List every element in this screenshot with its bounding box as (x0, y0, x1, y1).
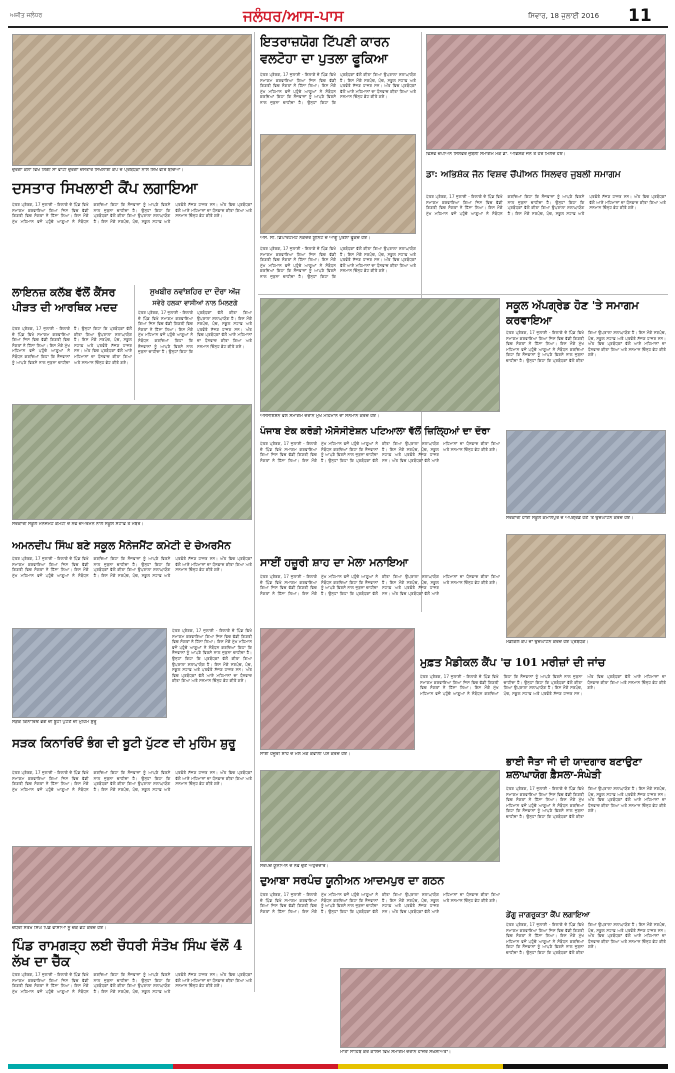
dastaar-caption: ਦੁਰਗਾ ਕਲਾਂ ਵਿਖੇ ਲਿੰਗੀ ਸਾ ਵਾਂਟੀ ਦੁਰਗਾ ਦਸਤਾਰ ਸਿਖਲਾਈ ਕੈਂਪ ਦੇ ਪ੍ਰਬੰਧਕਾਂ ਨਾਲ ਸ਼ਿੱਖ ਵੀਰ ਬੱਚਿਆਂ। (12, 168, 184, 173)
jubilee-body: ਪੱਤਰ ਪ੍ਰੇਰਕ, 17 ਜੁਲਾਈ - ਇਲਾਕੇ ਦੇ ਪਿੰਡ ਵਿਖੇ ਸਮਾਗਮ ਕਰਵਾਇਆ ਗਿਆ ਜਿਸ ਵਿਚ ਵੱਡੀ ਗਿਣਤੀ ਵਿਚ ਸੰਗਤਾਂ ਨੇ ਹਿੱਸਾ ਲਿਆ। ਇਸ ਮੌਕੇ ਮੁੱਖ ਮਹਿਮਾਨ ਵਜੋਂ ਪਹੁੰਚੇ ਆਗੂਆਂ ਨੇ ਸੰਬੋਧਨ ਕਰਦਿਆਂ ਕਿਹਾ ਕਿ ਨੌਜਵਾਨਾਂ ਨੂੰ ਆਪਣੇ ਵਿਰਸੇ ਨਾਲ ਜੁੜਨਾ ਚਾਹੀਦਾ ਹੈ। ਉਨ੍ਹਾਂ ਕਿਹਾ ਕਿ ਪ੍ਰਬੰਧਕਾਂ ਵੱਲੋਂ ਕੀਤਾ ਗਿਆ ਉਪਰਾਲਾ ਸ਼ਲਾਘਾਯੋਗ ਹੈ। ਇਸ ਮੌਕੇ ਸਰਪੰਚ, ਪੰਚ, ਸਕੂਲ ਸਟਾਫ਼ ਅਤੇ ਪਤਵੰਤੇ ਸੱਜਣ ਹਾਜ਼ਰ ਸਨ। ਅੰਤ ਵਿਚ ਪ੍ਰਬੰਧਕਾਂ ਵੱਲੋਂ ਆਏ ਮਹਿਮਾਨਾਂ ਦਾ ਧੰਨਵਾਦ ਕੀਤਾ ਗਿਆ ਅਤੇ ਸਨਮਾਨ ਚਿੰਨ੍ਹ ਭੇਟ ਕੀਤੇ ਗਏ। (426, 194, 666, 216)
walltoha-caption: ਐਸ. ਸੀ. ਡਿਪਾਰਟਮੈਂਟ ਨਕੋਦਰ ਯੂਨਿਟ ਦੇ ਆਗੂ ਪੁਤਲਾ ਫੂਕਦੇ ਹੋਏ। (260, 236, 371, 241)
puja-side-body: ਪੱਤਰ ਪ੍ਰੇਰਕ, 17 ਜੁਲਾਈ - ਇਲਾਕੇ ਦੇ ਪਿੰਡ ਵਿਖੇ ਸਮਾਗਮ ਕਰਵਾਇਆ ਗਿਆ ਜਿਸ ਵਿਚ ਵੱਡੀ ਗਿਣਤੀ ਵਿਚ ਸੰਗਤਾਂ ਨੇ ਹਿੱਸਾ ਲਿਆ। ਇਸ ਮੌਕੇ ਮੁੱਖ ਮਹਿਮਾਨ ਵਜੋਂ ਪਹੁੰਚੇ ਆਗੂਆਂ ਨੇ ਸੰਬੋਧਨ ਕਰਦਿਆਂ ਕਿਹਾ ਕਿ ਨੌਜਵਾਨਾਂ ਨੂੰ ਆਪਣੇ ਵਿਰਸੇ ਨਾਲ ਜੁੜਨਾ ਚਾਹੀਦਾ ਹੈ। ਉਨ੍ਹਾਂ ਕਿਹਾ ਕਿ ਪ੍ਰਬੰਧਕਾਂ ਵੱਲੋਂ ਕੀਤਾ ਗਿਆ ਉਪਰਾਲਾ ਸ਼ਲਾਘਾਯੋਗ ਹੈ। ਇਸ ਮੌਕੇ ਸਰਪੰਚ, ਪੰਚ, ਸਕੂਲ ਸਟਾਫ਼ ਅਤੇ ਪਤਵੰਤੇ ਸੱਜਣ ਹਾਜ਼ਰ ਸਨ। ਅੰਤ ਵਿਚ ਪ੍ਰਬੰਧਕਾਂ ਵੱਲੋਂ ਆਏ ਮਹਿਮਾਨਾਂ ਦਾ ਧੰਨਵਾਦ ਕੀਤਾ ਗਿਆ ਅਤੇ ਸਨਮਾਨ ਚਿੰਨ੍ਹ ਭੇਟ ਕੀਤੇ ਗਏ। (172, 628, 252, 684)
walltoha-body: ਪੱਤਰ ਪ੍ਰੇਰਕ, 17 ਜੁਲਾਈ - ਇਲਾਕੇ ਦੇ ਪਿੰਡ ਵਿਖੇ ਸਮਾਗਮ ਕਰਵਾਇਆ ਗਿਆ ਜਿਸ ਵਿਚ ਵੱਡੀ ਗਿਣਤੀ ਵਿਚ ਸੰਗਤਾਂ ਨੇ ਹਿੱਸਾ ਲਿਆ। ਇਸ ਮੌਕੇ ਮੁੱਖ ਮਹਿਮਾਨ ਵਜੋਂ ਪਹੁੰਚੇ ਆਗੂਆਂ ਨੇ ਸੰਬੋਧਨ ਕਰਦਿਆਂ ਕਿਹਾ ਕਿ ਨੌਜਵਾਨਾਂ ਨੂੰ ਆਪਣੇ ਵਿਰਸੇ ਨਾਲ ਜੁੜਨਾ ਚਾਹੀਦਾ ਹੈ। ਉਨ੍ਹਾਂ ਕਿਹਾ ਕਿ ਪ੍ਰਬੰਧਕਾਂ ਵੱਲੋਂ ਕੀਤਾ ਗਿਆ ਉਪਰਾਲਾ ਸ਼ਲਾਘਾਯੋਗ ਹੈ। ਇਸ ਮੌਕੇ ਸਰਪੰਚ, ਪੰਚ, ਸਕੂਲ ਸਟਾਫ਼ ਅਤੇ ਪਤਵੰਤੇ ਸੱਜਣ ਹਾਜ਼ਰ ਸਨ। ਅੰਤ ਵਿਚ ਪ੍ਰਬੰਧਕਾਂ ਵੱਲੋਂ ਆਏ ਮਹਿਮਾਨਾਂ ਦਾ ਧੰਨਵਾਦ ਕੀਤਾ ਗਿਆ ਅਤੇ ਸਨਮਾਨ ਚਿੰਨ੍ਹ ਭੇਟ ਕੀਤੇ ਗਏ। (260, 72, 416, 105)
page-number: 11 (628, 6, 652, 26)
issue-date: ਸਿਵਾਰ, 18 ਜੁਲਾਈ 2016 (528, 12, 600, 20)
dengue-body: ਪੱਤਰ ਪ੍ਰੇਰਕ, 17 ਜੁਲਾਈ - ਇਲਾਕੇ ਦੇ ਪਿੰਡ ਵਿਖੇ ਸਮਾਗਮ ਕਰਵਾਇਆ ਗਿਆ ਜਿਸ ਵਿਚ ਵੱਡੀ ਗਿਣਤੀ ਵਿਚ ਸੰਗਤਾਂ ਨੇ ਹਿੱਸਾ ਲਿਆ। ਇਸ ਮੌਕੇ ਮੁੱਖ ਮਹਿਮਾਨ ਵਜੋਂ ਪਹੁੰਚੇ ਆਗੂਆਂ ਨੇ ਸੰਬੋਧਨ ਕਰਦਿਆਂ ਕਿਹਾ ਕਿ ਨੌਜਵਾਨਾਂ ਨੂੰ ਆਪਣੇ ਵਿਰਸੇ ਨਾਲ ਜੁੜਨਾ ਚਾਹੀਦਾ ਹੈ। ਉਨ੍ਹਾਂ ਕਿਹਾ ਕਿ ਪ੍ਰਬੰਧਕਾਂ ਵੱਲੋਂ ਕੀਤਾ ਗਿਆ ਉਪਰਾਲਾ ਸ਼ਲਾਘਾਯੋਗ ਹੈ। ਇਸ ਮੌਕੇ ਸਰਪੰਚ, ਪੰਚ, ਸਕੂਲ ਸਟਾਫ਼ ਅਤੇ ਪਤਵੰਤੇ ਸੱਜਣ ਹਾਜ਼ਰ ਸਨ। ਅੰਤ ਵਿਚ ਪ੍ਰਬੰਧਕਾਂ ਵੱਲੋਂ ਆਏ ਮਹਿਮਾਨਾਂ ਦਾ ਧੰਨਵਾਦ ਕੀਤਾ ਗਿਆ ਅਤੇ ਸਨਮਾਨ ਚਿੰਨ੍ਹ ਭੇਟ ਕੀਤੇ ਗਏ। (506, 922, 666, 955)
section-title: ਜਲੰਧਰ/ਆਸ-ਪਾਸ (243, 7, 344, 25)
dastaar-photo (12, 34, 252, 166)
road-weeds-body: ਪੱਤਰ ਪ੍ਰੇਰਕ, 17 ਜੁਲਾਈ - ਇਲਾਕੇ ਦੇ ਪਿੰਡ ਵਿਖੇ ਸਮਾਗਮ ਕਰਵਾਇਆ ਗਿਆ ਜਿਸ ਵਿਚ ਵੱਡੀ ਗਿਣਤੀ ਵਿਚ ਸੰਗਤਾਂ ਨੇ ਹਿੱਸਾ ਲਿਆ। ਇਸ ਮੌਕੇ ਮੁੱਖ ਮਹਿਮਾਨ ਵਜੋਂ ਪਹੁੰਚੇ ਆਗੂਆਂ ਨੇ ਸੰਬੋਧਨ ਕਰਦਿਆਂ ਕਿਹਾ ਕਿ ਨੌਜਵਾਨਾਂ ਨੂੰ ਆਪਣੇ ਵਿਰਸੇ ਨਾਲ ਜੁੜਨਾ ਚਾਹੀਦਾ ਹੈ। ਉਨ੍ਹਾਂ ਕਿਹਾ ਕਿ ਪ੍ਰਬੰਧਕਾਂ ਵੱਲੋਂ ਕੀਤਾ ਗਿਆ ਉਪਰਾਲਾ ਸ਼ਲਾਘਾਯੋਗ ਹੈ। ਇਸ ਮੌਕੇ ਸਰਪੰਚ, ਪੰਚ, ਸਕੂਲ ਸਟਾਫ਼ ਅਤੇ ਪਤਵੰਤੇ ਸੱਜਣ ਹਾਜ਼ਰ ਸਨ। ਅੰਤ ਵਿਚ ਪ੍ਰਬੰਧਕਾਂ ਵੱਲੋਂ ਆਏ ਮਹਿਮਾਨਾਂ ਦਾ ਧੰਨਵਾਦ ਕੀਤਾ ਗਿਆ ਅਤੇ ਸਨਮਾਨ ਚਿੰਨ੍ਹ ਭੇਟ ਕੀਤੇ ਗਏ। (12, 770, 252, 792)
road-weeds-headline: ਸੜਕ ਕਿਨਾਰਿਓਂ ਭੰਗ ਦੀ ਬੂਟੀ ਪੁੱਟਣ ਦੀ ਮੁਹਿੰਮ ਸ਼ੁਰੂ (12, 736, 236, 750)
bottom-photo (340, 968, 666, 1048)
village-cheque-headline: ਪਿੰਡ ਰਾਮਗੜ੍ਹ ਲਈ ਚੌਧਰੀ ਸੰਤੋਖ ਸਿੰਘ ਵੱਲੋਂ 4 ਲੱਖ ਦਾ ਚੈੱਕ (12, 938, 243, 970)
walltoha-more: ਪੱਤਰ ਪ੍ਰੇਰਕ, 17 ਜੁਲਾਈ - ਇਲਾਕੇ ਦੇ ਪਿੰਡ ਵਿਖੇ ਸਮਾਗਮ ਕਰਵਾਇਆ ਗਿਆ ਜਿਸ ਵਿਚ ਵੱਡੀ ਗਿਣਤੀ ਵਿਚ ਸੰਗਤਾਂ ਨੇ ਹਿੱਸਾ ਲਿਆ। ਇਸ ਮੌਕੇ ਮੁੱਖ ਮਹਿਮਾਨ ਵਜੋਂ ਪਹੁੰਚੇ ਆਗੂਆਂ ਨੇ ਸੰਬੋਧਨ ਕਰਦਿਆਂ ਕਿਹਾ ਕਿ ਨੌਜਵਾਨਾਂ ਨੂੰ ਆਪਣੇ ਵਿਰਸੇ ਨਾਲ ਜੁੜਨਾ ਚਾਹੀਦਾ ਹੈ। ਉਨ੍ਹਾਂ ਕਿਹਾ ਕਿ ਪ੍ਰਬੰਧਕਾਂ ਵੱਲੋਂ ਕੀਤਾ ਗਿਆ ਉਪਰਾਲਾ ਸ਼ਲਾਘਾਯੋਗ ਹੈ। ਇਸ ਮੌਕੇ ਸਰਪੰਚ, ਪੰਚ, ਸਕੂਲ ਸਟਾਫ਼ ਅਤੇ ਪਤਵੰਤੇ ਸੱਜਣ ਹਾਜ਼ਰ ਸਨ। ਅੰਤ ਵਿਚ ਪ੍ਰਬੰਧਕਾਂ ਵੱਲੋਂ ਆਏ ਮਹਿਮਾਨਾਂ ਦਾ ਧੰਨਵਾਦ ਕੀਤਾ ਗਿਆ ਅਤੇ ਸਨਮਾਨ ਚਿੰਨ੍ਹ ਭੇਟ ਕੀਤੇ ਗਏ। (260, 246, 416, 279)
walltoha-photo (260, 134, 416, 234)
sai-mela-caption: ਸਾਈਂ ਹਜ਼ੂਰੀ ਸ਼ਾਹ ਦੇ ਮੇਲੇ ਮੌਕੇ ਕੱਵਾਲੀ ਪੇਸ਼ ਕਰਦੇ ਹੋਏ। (260, 752, 351, 757)
village-cheque-body: ਪੱਤਰ ਪ੍ਰੇਰਕ, 17 ਜੁਲਾਈ - ਇਲਾਕੇ ਦੇ ਪਿੰਡ ਵਿਖੇ ਸਮਾਗਮ ਕਰਵਾਇਆ ਗਿਆ ਜਿਸ ਵਿਚ ਵੱਡੀ ਗਿਣਤੀ ਵਿਚ ਸੰਗਤਾਂ ਨੇ ਹਿੱਸਾ ਲਿਆ। ਇਸ ਮੌਕੇ ਮੁੱਖ ਮਹਿਮਾਨ ਵਜੋਂ ਪਹੁੰਚੇ ਆਗੂਆਂ ਨੇ ਸੰਬੋਧਨ ਕਰਦਿਆਂ ਕਿਹਾ ਕਿ ਨੌਜਵਾਨਾਂ ਨੂੰ ਆਪਣੇ ਵਿਰਸੇ ਨਾਲ ਜੁੜਨਾ ਚਾਹੀਦਾ ਹੈ। ਉਨ੍ਹਾਂ ਕਿਹਾ ਕਿ ਪ੍ਰਬੰਧਕਾਂ ਵੱਲੋਂ ਕੀਤਾ ਗਿਆ ਉਪਰਾਲਾ ਸ਼ਲਾਘਾਯੋਗ ਹੈ। ਇਸ ਮੌਕੇ ਸਰਪੰਚ, ਪੰਚ, ਸਕੂਲ ਸਟਾਫ਼ ਅਤੇ ਪਤਵੰਤੇ ਸੱਜਣ ਹਾਜ਼ਰ ਸਨ। ਅੰਤ ਵਿਚ ਪ੍ਰਬੰਧਕਾਂ ਵੱਲੋਂ ਆਏ ਮਹਿਮਾਨਾਂ ਦਾ ਧੰਨਵਾਦ ਕੀਤਾ ਗਿਆ ਅਤੇ ਸਨਮਾਨ ਚਿੰਨ੍ਹ ਭੇਟ ਕੀਤੇ ਗਏ। (12, 972, 252, 994)
village-cheque-caption: ਚੌਧਰੀ ਸੰਤੋਖ ਸਿੰਘ ਪਿੰਡ ਵਾਸੀਆਂ ਨੂੰ ਚੈੱਕ ਭੇਟ ਕਰਦੇ ਹੋਏ। (12, 926, 107, 931)
dengue-subhead: ਡੇਂਗੂ ਜਾਗਰੂਕਤਾ ਕੈਂਪ ਲਗਾਇਆ (506, 910, 590, 919)
jubilee-photo (426, 34, 666, 150)
jubilee-caption: ਵਿਸ਼ਵ ਚੈਂਪੀਅਨ ਸਿਲਵਰ ਜੁਬਲੀ ਸਮਾਗਮ ਮੌਕੇ ਡਾ. ਅਭਿਸ਼ੇਕ ਜੈਨ ਤੇ ਹੋਰ ਮਿਲਦੇ ਹੋਏ। (426, 152, 566, 157)
assembly-photo (260, 298, 500, 412)
road-photo (12, 628, 167, 718)
sarpanch-headline: ਦੁਆਬਾ ਸਰਪੰਚ ਯੂਨੀਅਨ ਆਦਮਪੁਰ ਦਾ ਗਠਨ (260, 874, 445, 887)
assembly-body: ਪੱਤਰ ਪ੍ਰੇਰਕ, 17 ਜੁਲਾਈ - ਇਲਾਕੇ ਦੇ ਪਿੰਡ ਵਿਖੇ ਸਮਾਗਮ ਕਰਵਾਇਆ ਗਿਆ ਜਿਸ ਵਿਚ ਵੱਡੀ ਗਿਣਤੀ ਵਿਚ ਸੰਗਤਾਂ ਨੇ ਹਿੱਸਾ ਲਿਆ। ਇਸ ਮੌਕੇ ਮੁੱਖ ਮਹਿਮਾਨ ਵਜੋਂ ਪਹੁੰਚੇ ਆਗੂਆਂ ਨੇ ਸੰਬੋਧਨ ਕਰਦਿਆਂ ਕਿਹਾ ਕਿ ਨੌਜਵਾਨਾਂ ਨੂੰ ਆਪਣੇ ਵਿਰਸੇ ਨਾਲ ਜੁੜਨਾ ਚਾਹੀਦਾ ਹੈ। ਉਨ੍ਹਾਂ ਕਿਹਾ ਕਿ ਪ੍ਰਬੰਧਕਾਂ ਵੱਲੋਂ ਕੀਤਾ ਗਿਆ ਉਪਰਾਲਾ ਸ਼ਲਾਘਾਯੋਗ ਹੈ। ਇਸ ਮੌਕੇ ਸਰਪੰਚ, ਪੰਚ, ਸਕੂਲ ਸਟਾਫ਼ ਅਤੇ ਪਤਵੰਤੇ ਸੱਜਣ ਹਾਜ਼ਰ ਸਨ। ਅੰਤ ਵਿਚ ਪ੍ਰਬੰਧਕਾਂ ਵੱਲੋਂ ਆਏ ਮਹਿਮਾਨਾਂ ਦਾ ਧੰਨਵਾਦ ਕੀਤਾ ਗਿਆ ਅਤੇ ਸਨਮਾਨ ਚਿੰਨ੍ਹ ਭੇਟ ਕੀਤੇ ਗਏ। (260, 441, 500, 463)
assembly-headline: ਪੰਜਾਬ ਏਕ ਕਰੋੜੀ ਐਸੋਸੀਏਸ਼ਨ ਪਟਿਆਲਾ ਵੱਲੋਂ ਜ਼ਿਲ੍ਹਿਆਂ ਦਾ ਦੌਰਾ (260, 426, 490, 437)
walltoha-headline: ਇਤਰਾਜ਼ਯੋਗ ਟਿੱਪਣੀ ਕਾਰਨ ਵਲਟੋਹਾ ਦਾ ਪੁਤਲਾ ਫੂਕਿਆ (260, 35, 390, 67)
sukhbir-subhead: ਸਵੇਰੇ ਹਲਕਾ ਵਾਸੀਆਂ ਨਾਲ ਮਿਲਣਗੇ (152, 299, 238, 307)
column-rule (254, 32, 255, 992)
school-committee-caption: ਸਰਕਾਰੀ ਸਕੂਲ ਮੈਨੇਜਮੈਂਟ ਕਮੇਟੀ ਦੇ ਨਵੇਂ ਚੇਅਰਮੈਨ ਨਾਲ ਸਕੂਲ ਸਟਾਫ਼ ਤੇ ਮੈਂਬਰ। (12, 522, 144, 527)
lions-club-body: ਪੱਤਰ ਪ੍ਰੇਰਕ, 17 ਜੁਲਾਈ - ਇਲਾਕੇ ਦੇ ਪਿੰਡ ਵਿਖੇ ਸਮਾਗਮ ਕਰਵਾਇਆ ਗਿਆ ਜਿਸ ਵਿਚ ਵੱਡੀ ਗਿਣਤੀ ਵਿਚ ਸੰਗਤਾਂ ਨੇ ਹਿੱਸਾ ਲਿਆ। ਇਸ ਮੌਕੇ ਮੁੱਖ ਮਹਿਮਾਨ ਵਜੋਂ ਪਹੁੰਚੇ ਆਗੂਆਂ ਨੇ ਸੰਬੋਧਨ ਕਰਦਿਆਂ ਕਿਹਾ ਕਿ ਨੌਜਵਾਨਾਂ ਨੂੰ ਆਪਣੇ ਵਿਰਸੇ ਨਾਲ ਜੁੜਨਾ ਚਾਹੀਦਾ ਹੈ। ਉਨ੍ਹਾਂ ਕਿਹਾ ਕਿ ਪ੍ਰਬੰਧਕਾਂ ਵੱਲੋਂ ਕੀਤਾ ਗਿਆ ਉਪਰਾਲਾ ਸ਼ਲਾਘਾਯੋਗ ਹੈ। ਇਸ ਮੌਕੇ ਸਰਪੰਚ, ਪੰਚ, ਸਕੂਲ ਸਟਾਫ਼ ਅਤੇ ਪਤਵੰਤੇ ਸੱਜਣ ਹਾਜ਼ਰ ਸਨ। ਅੰਤ ਵਿਚ ਪ੍ਰਬੰਧਕਾਂ ਵੱਲੋਂ ਆਏ ਮਹਿਮਾਨਾਂ ਦਾ ਧੰਨਵਾਦ ਕੀਤਾ ਗਿਆ ਅਤੇ ਸਨਮਾਨ ਚਿੰਨ੍ਹ ਭੇਟ ਕੀਤੇ ਗਏ। (12, 326, 132, 365)
medical-caption: ਮੈਡੀਕਲ ਕੈਂਪ ਦਾ ਉਦਘਾਟਨ ਕਰਦੇ ਹੋਏ ਪ੍ਰਬੰਧਕ। (506, 640, 589, 645)
sukhbir-body: ਪੱਤਰ ਪ੍ਰੇਰਕ, 17 ਜੁਲਾਈ - ਇਲਾਕੇ ਦੇ ਪਿੰਡ ਵਿਖੇ ਸਮਾਗਮ ਕਰਵਾਇਆ ਗਿਆ ਜਿਸ ਵਿਚ ਵੱਡੀ ਗਿਣਤੀ ਵਿਚ ਸੰਗਤਾਂ ਨੇ ਹਿੱਸਾ ਲਿਆ। ਇਸ ਮੌਕੇ ਮੁੱਖ ਮਹਿਮਾਨ ਵਜੋਂ ਪਹੁੰਚੇ ਆਗੂਆਂ ਨੇ ਸੰਬੋਧਨ ਕਰਦਿਆਂ ਕਿਹਾ ਕਿ ਨੌਜਵਾਨਾਂ ਨੂੰ ਆਪਣੇ ਵਿਰਸੇ ਨਾਲ ਜੁੜਨਾ ਚਾਹੀਦਾ ਹੈ। ਉਨ੍ਹਾਂ ਕਿਹਾ ਕਿ ਪ੍ਰਬੰਧਕਾਂ ਵੱਲੋਂ ਕੀਤਾ ਗਿਆ ਉਪਰਾਲਾ ਸ਼ਲਾਘਾਯੋਗ ਹੈ। ਇਸ ਮੌਕੇ ਸਰਪੰਚ, ਪੰਚ, ਸਕੂਲ ਸਟਾਫ਼ ਅਤੇ ਪਤਵੰਤੇ ਸੱਜਣ ਹਾਜ਼ਰ ਸਨ। ਅੰਤ ਵਿਚ ਪ੍ਰਬੰਧਕਾਂ ਵੱਲੋਂ ਆਏ ਮਹਿਮਾਨਾਂ ਦਾ ਧੰਨਵਾਦ ਕੀਤਾ ਗਿਆ ਅਤੇ ਸਨਮਾਨ ਚਿੰਨ੍ਹ ਭੇਟ ਕੀਤੇ ਗਏ। (138, 310, 252, 355)
lions-club-headline: ਲਾਇਨਜ਼ ਕਲੱਬ ਵੱਲੋਂ ਕੈਂਸਰ ਪੀੜਤ ਦੀ ਆਰਥਿਕ ਮਦਦ (12, 286, 118, 314)
sai-mela-headline: ਸਾਈਂ ਹਜ਼ੂਰੀ ਸ਼ਾਹ ਦਾ ਮੇਲਾ ਮਨਾਇਆ (260, 556, 409, 569)
jubilee-headline: ਡਾ: ਅਭਿਸ਼ੇਕ ਜੈਨ ਵਿਸ਼ਵ ਚੈਂਪੀਅਨ ਸਿਲਵਰ ਜੁਬਲੀ ਸਮਾਗਮ (426, 170, 621, 180)
jaita-body: ਪੱਤਰ ਪ੍ਰੇਰਕ, 17 ਜੁਲਾਈ - ਇਲਾਕੇ ਦੇ ਪਿੰਡ ਵਿਖੇ ਸਮਾਗਮ ਕਰਵਾਇਆ ਗਿਆ ਜਿਸ ਵਿਚ ਵੱਡੀ ਗਿਣਤੀ ਵਿਚ ਸੰਗਤਾਂ ਨੇ ਹਿੱਸਾ ਲਿਆ। ਇਸ ਮੌਕੇ ਮੁੱਖ ਮਹਿਮਾਨ ਵਜੋਂ ਪਹੁੰਚੇ ਆਗੂਆਂ ਨੇ ਸੰਬੋਧਨ ਕਰਦਿਆਂ ਕਿਹਾ ਕਿ ਨੌਜਵਾਨਾਂ ਨੂੰ ਆਪਣੇ ਵਿਰਸੇ ਨਾਲ ਜੁੜਨਾ ਚਾਹੀਦਾ ਹੈ। ਉਨ੍ਹਾਂ ਕਿਹਾ ਕਿ ਪ੍ਰਬੰਧਕਾਂ ਵੱਲੋਂ ਕੀਤਾ ਗਿਆ ਉਪਰਾਲਾ ਸ਼ਲਾਘਾਯੋਗ ਹੈ। ਇਸ ਮੌਕੇ ਸਰਪੰਚ, ਪੰਚ, ਸਕੂਲ ਸਟਾਫ਼ ਅਤੇ ਪਤਵੰਤੇ ਸੱਜਣ ਹਾਜ਼ਰ ਸਨ। ਅੰਤ ਵਿਚ ਪ੍ਰਬੰਧਕਾਂ ਵੱਲੋਂ ਆਏ ਮਹਿਮਾਨਾਂ ਦਾ ਧੰਨਵਾਦ ਕੀਤਾ ਗਿਆ ਅਤੇ ਸਨਮਾਨ ਚਿੰਨ੍ਹ ਭੇਟ ਕੀਤੇ ਗਏ। (506, 786, 666, 819)
school-committee-body: ਪੱਤਰ ਪ੍ਰੇਰਕ, 17 ਜੁਲਾਈ - ਇਲਾਕੇ ਦੇ ਪਿੰਡ ਵਿਖੇ ਸਮਾਗਮ ਕਰਵਾਇਆ ਗਿਆ ਜਿਸ ਵਿਚ ਵੱਡੀ ਗਿਣਤੀ ਵਿਚ ਸੰਗਤਾਂ ਨੇ ਹਿੱਸਾ ਲਿਆ। ਇਸ ਮੌਕੇ ਮੁੱਖ ਮਹਿਮਾਨ ਵਜੋਂ ਪਹੁੰਚੇ ਆਗੂਆਂ ਨੇ ਸੰਬੋਧਨ ਕਰਦਿਆਂ ਕਿਹਾ ਕਿ ਨੌਜਵਾਨਾਂ ਨੂੰ ਆਪਣੇ ਵਿਰਸੇ ਨਾਲ ਜੁੜਨਾ ਚਾਹੀਦਾ ਹੈ। ਉਨ੍ਹਾਂ ਕਿਹਾ ਕਿ ਪ੍ਰਬੰਧਕਾਂ ਵੱਲੋਂ ਕੀਤਾ ਗਿਆ ਉਪਰਾਲਾ ਸ਼ਲਾਘਾਯੋਗ ਹੈ। ਇਸ ਮੌਕੇ ਸਰਪੰਚ, ਪੰਚ, ਸਕੂਲ ਸਟਾਫ਼ ਅਤੇ ਪਤਵੰਤੇ ਸੱਜਣ ਹਾਜ਼ਰ ਸਨ। ਅੰਤ ਵਿਚ ਪ੍ਰਬੰਧਕਾਂ ਵੱਲੋਂ ਆਏ ਮਹਿਮਾਨਾਂ ਦਾ ਧੰਨਵਾਦ ਕੀਤਾ ਗਿਆ ਅਤੇ ਸਨਮਾਨ ਚਿੰਨ੍ਹ ਭੇਟ ਕੀਤੇ ਗਏ। (12, 556, 252, 578)
school-committee-headline: ਅਮਨਦੀਪ ਸਿੰਘ ਬਣੇ ਸਕੂਲ ਮੈਨੇਜਮੈਂਟ ਕਮੇਟੀ ਦੇ ਚੇਅਰਮੈਨ (12, 540, 231, 552)
village-cheque-photo (12, 846, 252, 924)
sarpanch-photo (260, 770, 500, 862)
medical-photo (506, 534, 666, 638)
sarpanch-caption: ਸਰਪੰਚ ਯੂਨੀਅਨ ਦੇ ਨਵੇਂ ਚੁਣੇ ਅਹੁਦੇਦਾਰ। (260, 864, 329, 869)
assembly-caption: ਐਸੋਸੀਏਸ਼ਨ ਵੱਲੋਂ ਸਮਾਗਮ ਦੌਰਾਨ ਮੁੱਖ ਮਹਿਮਾਨ ਦਾ ਸਨਮਾਨ ਕਰਦੇ ਹੋਏ। (260, 414, 380, 419)
column-rule (134, 285, 135, 400)
bottom-caption: ਮਾਤਾ ਸਾਹਿਬ ਕੌਰ ਕਾਲਜ ਵਿਖੇ ਸਮਾਗਮ ਦੌਰਾਨ ਹਾਜ਼ਰ ਸਖ਼ਸ਼ੀਅਤਾਂ। (340, 1050, 451, 1055)
section-rule (258, 294, 668, 295)
school-function-photo (506, 430, 666, 514)
road-caption: ਸੜਕ ਕਿਨਾਰਿਓਂ ਭੰਗ ਦੀ ਬੂਟੀ ਪੁੱਟਣ ਦੀ ਮੁਹਿੰਮ ਸ਼ੁਰੂ (12, 720, 97, 725)
sukhbir-headline: ਸੁਖਬੀਰ ਨਵਾਂਸ਼ਹਿਰ ਦਾ ਦੌਰਾ ਅੱਜ (149, 287, 241, 296)
school-function-caption: ਸਰਕਾਰੀ ਹਾਈ ਸਕੂਲ ਕਮਾਲਪੁਰ ਦੇ ਅੱਪਗ੍ਰੇਡ ਹੋਣ 'ਤੇ ਉਦਘਾਟਨ ਕਰਦੇ ਹੋਏ। (506, 516, 634, 521)
sarpanch-body: ਪੱਤਰ ਪ੍ਰੇਰਕ, 17 ਜੁਲਾਈ - ਇਲਾਕੇ ਦੇ ਪਿੰਡ ਵਿਖੇ ਸਮਾਗਮ ਕਰਵਾਇਆ ਗਿਆ ਜਿਸ ਵਿਚ ਵੱਡੀ ਗਿਣਤੀ ਵਿਚ ਸੰਗਤਾਂ ਨੇ ਹਿੱਸਾ ਲਿਆ। ਇਸ ਮੌਕੇ ਮੁੱਖ ਮਹਿਮਾਨ ਵਜੋਂ ਪਹੁੰਚੇ ਆਗੂਆਂ ਨੇ ਸੰਬੋਧਨ ਕਰਦਿਆਂ ਕਿਹਾ ਕਿ ਨੌਜਵਾਨਾਂ ਨੂੰ ਆਪਣੇ ਵਿਰਸੇ ਨਾਲ ਜੁੜਨਾ ਚਾਹੀਦਾ ਹੈ। ਉਨ੍ਹਾਂ ਕਿਹਾ ਕਿ ਪ੍ਰਬੰਧਕਾਂ ਵੱਲੋਂ ਕੀਤਾ ਗਿਆ ਉਪਰਾਲਾ ਸ਼ਲਾਘਾਯੋਗ ਹੈ। ਇਸ ਮੌਕੇ ਸਰਪੰਚ, ਪੰਚ, ਸਕੂਲ ਸਟਾਫ਼ ਅਤੇ ਪਤਵੰਤੇ ਸੱਜਣ ਹਾਜ਼ਰ ਸਨ। ਅੰਤ ਵਿਚ ਪ੍ਰਬੰਧਕਾਂ ਵੱਲੋਂ ਆਏ ਮਹਿਮਾਨਾਂ ਦਾ ਧੰਨਵਾਦ ਕੀਤਾ ਗਿਆ ਅਤੇ ਸਨਮਾਨ ਚਿੰਨ੍ਹ ਭੇਟ ਕੀਤੇ ਗਏ। (260, 892, 500, 914)
masthead (8, 6, 668, 28)
medical-body: ਪੱਤਰ ਪ੍ਰੇਰਕ, 17 ਜੁਲਾਈ - ਇਲਾਕੇ ਦੇ ਪਿੰਡ ਵਿਖੇ ਸਮਾਗਮ ਕਰਵਾਇਆ ਗਿਆ ਜਿਸ ਵਿਚ ਵੱਡੀ ਗਿਣਤੀ ਵਿਚ ਸੰਗਤਾਂ ਨੇ ਹਿੱਸਾ ਲਿਆ। ਇਸ ਮੌਕੇ ਮੁੱਖ ਮਹਿਮਾਨ ਵਜੋਂ ਪਹੁੰਚੇ ਆਗੂਆਂ ਨੇ ਸੰਬੋਧਨ ਕਰਦਿਆਂ ਕਿਹਾ ਕਿ ਨੌਜਵਾਨਾਂ ਨੂੰ ਆਪਣੇ ਵਿਰਸੇ ਨਾਲ ਜੁੜਨਾ ਚਾਹੀਦਾ ਹੈ। ਉਨ੍ਹਾਂ ਕਿਹਾ ਕਿ ਪ੍ਰਬੰਧਕਾਂ ਵੱਲੋਂ ਕੀਤਾ ਗਿਆ ਉਪਰਾਲਾ ਸ਼ਲਾਘਾਯੋਗ ਹੈ। ਇਸ ਮੌਕੇ ਸਰਪੰਚ, ਪੰਚ, ਸਕੂਲ ਸਟਾਫ਼ ਅਤੇ ਪਤਵੰਤੇ ਸੱਜਣ ਹਾਜ਼ਰ ਸਨ। ਅੰਤ ਵਿਚ ਪ੍ਰਬੰਧਕਾਂ ਵੱਲੋਂ ਆਏ ਮਹਿਮਾਨਾਂ ਦਾ ਧੰਨਵਾਦ ਕੀਤਾ ਗਿਆ ਅਤੇ ਸਨਮਾਨ ਚਿੰਨ੍ਹ ਭੇਟ ਕੀਤੇ ਗਏ। (420, 674, 666, 696)
jaita-headline: ਭਾਈ ਜੈਤਾ ਜੀ ਦੀ ਯਾਦਗਾਰ ਬਣਾਉਣਾ ਸ਼ਲਾਘਾਯੋਗ ਫ਼ੈਸਲਾ-ਸੰਘੇੜੀ (506, 757, 642, 781)
dastaar-headline: ਦਸਤਾਰ ਸਿਖਲਾਈ ਕੈਂਪ ਲਗਾਇਆ (12, 180, 198, 197)
paper-name: ਅਜੀਤ ਜਲੰਧਰ (10, 12, 43, 19)
school-function-body: ਪੱਤਰ ਪ੍ਰੇਰਕ, 17 ਜੁਲਾਈ - ਇਲਾਕੇ ਦੇ ਪਿੰਡ ਵਿਖੇ ਸਮਾਗਮ ਕਰਵਾਇਆ ਗਿਆ ਜਿਸ ਵਿਚ ਵੱਡੀ ਗਿਣਤੀ ਵਿਚ ਸੰਗਤਾਂ ਨੇ ਹਿੱਸਾ ਲਿਆ। ਇਸ ਮੌਕੇ ਮੁੱਖ ਮਹਿਮਾਨ ਵਜੋਂ ਪਹੁੰਚੇ ਆਗੂਆਂ ਨੇ ਸੰਬੋਧਨ ਕਰਦਿਆਂ ਕਿਹਾ ਕਿ ਨੌਜਵਾਨਾਂ ਨੂੰ ਆਪਣੇ ਵਿਰਸੇ ਨਾਲ ਜੁੜਨਾ ਚਾਹੀਦਾ ਹੈ। ਉਨ੍ਹਾਂ ਕਿਹਾ ਕਿ ਪ੍ਰਬੰਧਕਾਂ ਵੱਲੋਂ ਕੀਤਾ ਗਿਆ ਉਪਰਾਲਾ ਸ਼ਲਾਘਾਯੋਗ ਹੈ। ਇਸ ਮੌਕੇ ਸਰਪੰਚ, ਪੰਚ, ਸਕੂਲ ਸਟਾਫ਼ ਅਤੇ ਪਤਵੰਤੇ ਸੱਜਣ ਹਾਜ਼ਰ ਸਨ। ਅੰਤ ਵਿਚ ਪ੍ਰਬੰਧਕਾਂ ਵੱਲੋਂ ਆਏ ਮਹਿਮਾਨਾਂ ਦਾ ਧੰਨਵਾਦ ਕੀਤਾ ਗਿਆ ਅਤੇ ਸਨਮਾਨ ਚਿੰਨ੍ਹ ਭੇਟ ਕੀਤੇ ਗਏ। (506, 330, 666, 363)
sai-mela-body: ਪੱਤਰ ਪ੍ਰੇਰਕ, 17 ਜੁਲਾਈ - ਇਲਾਕੇ ਦੇ ਪਿੰਡ ਵਿਖੇ ਸਮਾਗਮ ਕਰਵਾਇਆ ਗਿਆ ਜਿਸ ਵਿਚ ਵੱਡੀ ਗਿਣਤੀ ਵਿਚ ਸੰਗਤਾਂ ਨੇ ਹਿੱਸਾ ਲਿਆ। ਇਸ ਮੌਕੇ ਮੁੱਖ ਮਹਿਮਾਨ ਵਜੋਂ ਪਹੁੰਚੇ ਆਗੂਆਂ ਨੇ ਸੰਬੋਧਨ ਕਰਦਿਆਂ ਕਿਹਾ ਕਿ ਨੌਜਵਾਨਾਂ ਨੂੰ ਆਪਣੇ ਵਿਰਸੇ ਨਾਲ ਜੁੜਨਾ ਚਾਹੀਦਾ ਹੈ। ਉਨ੍ਹਾਂ ਕਿਹਾ ਕਿ ਪ੍ਰਬੰਧਕਾਂ ਵੱਲੋਂ ਕੀਤਾ ਗਿਆ ਉਪਰਾਲਾ ਸ਼ਲਾਘਾਯੋਗ ਹੈ। ਇਸ ਮੌਕੇ ਸਰਪੰਚ, ਪੰਚ, ਸਕੂਲ ਸਟਾਫ਼ ਅਤੇ ਪਤਵੰਤੇ ਸੱਜਣ ਹਾਜ਼ਰ ਸਨ। ਅੰਤ ਵਿਚ ਪ੍ਰਬੰਧਕਾਂ ਵੱਲੋਂ ਆਏ ਮਹਿਮਾਨਾਂ ਦਾ ਧੰਨਵਾਦ ਕੀਤਾ ਗਿਆ ਅਤੇ ਸਨਮਾਨ ਚਿੰਨ੍ਹ ਭੇਟ ਕੀਤੇ ਗਏ। (260, 574, 500, 596)
medical-headline: ਮੁਫ਼ਤ ਮੈਡੀਕਲ ਕੈਂਪ 'ਚ 101 ਮਰੀਜ਼ਾਂ ਦੀ ਜਾਂਚ (420, 656, 606, 669)
dastaar-body: ਪੱਤਰ ਪ੍ਰੇਰਕ, 17 ਜੁਲਾਈ - ਇਲਾਕੇ ਦੇ ਪਿੰਡ ਵਿਖੇ ਸਮਾਗਮ ਕਰਵਾਇਆ ਗਿਆ ਜਿਸ ਵਿਚ ਵੱਡੀ ਗਿਣਤੀ ਵਿਚ ਸੰਗਤਾਂ ਨੇ ਹਿੱਸਾ ਲਿਆ। ਇਸ ਮੌਕੇ ਮੁੱਖ ਮਹਿਮਾਨ ਵਜੋਂ ਪਹੁੰਚੇ ਆਗੂਆਂ ਨੇ ਸੰਬੋਧਨ ਕਰਦਿਆਂ ਕਿਹਾ ਕਿ ਨੌਜਵਾਨਾਂ ਨੂੰ ਆਪਣੇ ਵਿਰਸੇ ਨਾਲ ਜੁੜਨਾ ਚਾਹੀਦਾ ਹੈ। ਉਨ੍ਹਾਂ ਕਿਹਾ ਕਿ ਪ੍ਰਬੰਧਕਾਂ ਵੱਲੋਂ ਕੀਤਾ ਗਿਆ ਉਪਰਾਲਾ ਸ਼ਲਾਘਾਯੋਗ ਹੈ। ਇਸ ਮੌਕੇ ਸਰਪੰਚ, ਪੰਚ, ਸਕੂਲ ਸਟਾਫ਼ ਅਤੇ ਪਤਵੰਤੇ ਸੱਜਣ ਹਾਜ਼ਰ ਸਨ। ਅੰਤ ਵਿਚ ਪ੍ਰਬੰਧਕਾਂ ਵੱਲੋਂ ਆਏ ਮਹਿਮਾਨਾਂ ਦਾ ਧੰਨਵਾਦ ਕੀਤਾ ਗਿਆ ਅਤੇ ਸਨਮਾਨ ਚਿੰਨ੍ਹ ਭੇਟ ਕੀਤੇ ਗਏ। (12, 202, 252, 224)
school-committee-photo (12, 404, 252, 520)
sai-mela-photo (260, 628, 415, 750)
school-function-headline: ਸਕੂਲ ਅੱਪਗ੍ਰੇਡ ਹੋਣ 'ਤੇ ਸਮਾਗਮ ਕਰਵਾਇਆ (506, 299, 639, 327)
print-color-bar (8, 1064, 668, 1069)
